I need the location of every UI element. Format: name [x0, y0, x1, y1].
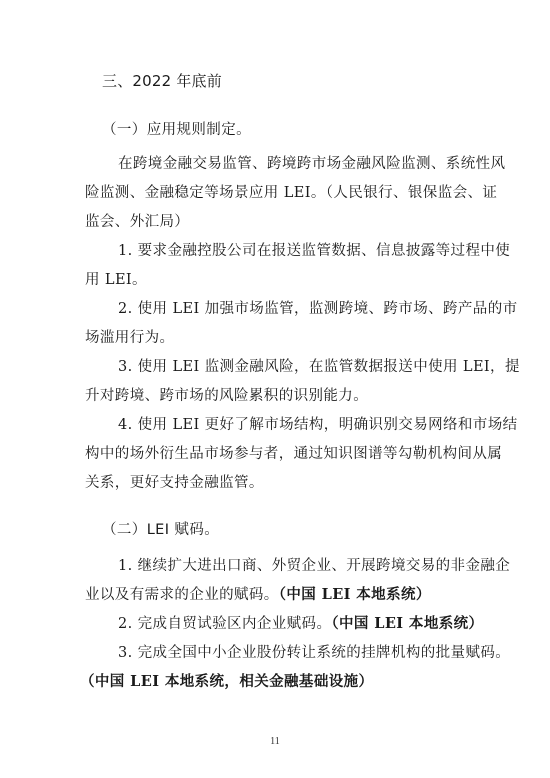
item-4-line-2: 构中的场外衍生品市场参与者，通过知识图谱等勾勒机构间从属: [85, 446, 503, 462]
intro-line-2: 险监测、金融稳定等场景应用 LEI。（人民银行、银保监会、证: [85, 185, 498, 201]
subsection-title-lei: （二）LEI 赋码。: [102, 522, 220, 538]
item-3-line-1: 3. 使用 LEI 监测金融风险，在监管数据报送中使用 LEI，提: [118, 359, 520, 375]
item-1-line-1: 1. 要求金融控股公司在报送监管数据、信息披露等过程中使: [118, 243, 511, 259]
lei-item-2-text: 2. 完成自贸试验区内企业赋码。: [118, 616, 332, 632]
lei-item-3-line-1: 3. 完成全国中小企业股份转让系统的挂牌机构的批量赋码。: [118, 645, 511, 661]
lei-item-2-source: （中国 LEI 本地系统）: [331, 615, 484, 632]
item-3-line-2: 升对跨境、跨市场的风险累积的识别能力。: [85, 388, 369, 404]
lei-item-1-line-2: [85, 585, 431, 605]
item-2-line-1: 2. 使用 LEI 加强市场监管，监测跨境、跨市场、跨产品的市: [118, 301, 518, 317]
intro-line-1: 在跨境金融交易监管、跨境跨市场金融风险监测、系统性风: [118, 156, 506, 172]
item-4-line-1: 4. 使用 LEI 更好了解市场结构，明确识别交易网络和市场结: [118, 417, 518, 433]
intro-line-3: 监会、外汇局）: [85, 214, 190, 230]
item-1-line-2: 用 LEI。: [85, 272, 147, 288]
lei-item-1-line-1: 1. 继续扩大进出口商、外贸企业、开展跨境交易的非金融企: [118, 558, 511, 574]
item-4-line-3: 关系，更好支持金融监管。: [85, 475, 264, 491]
subsection-title-rules: （一）应用规则制定。: [102, 122, 251, 138]
lei-item-1-text: 业以及有需求的企业的赋码。: [85, 587, 279, 603]
lei-item-2-line-1: [118, 614, 483, 634]
item-2-line-2: 场滥用行为。: [85, 330, 175, 346]
lei-item-1-source: （中国 LEI 本地系统）: [278, 586, 431, 603]
lei-item-3-source: （中国 LEI 本地系统，相关金融基础设施）: [80, 673, 374, 690]
section-heading: 三、2022 年底前: [102, 72, 222, 90]
page-number: 11: [270, 736, 280, 747]
